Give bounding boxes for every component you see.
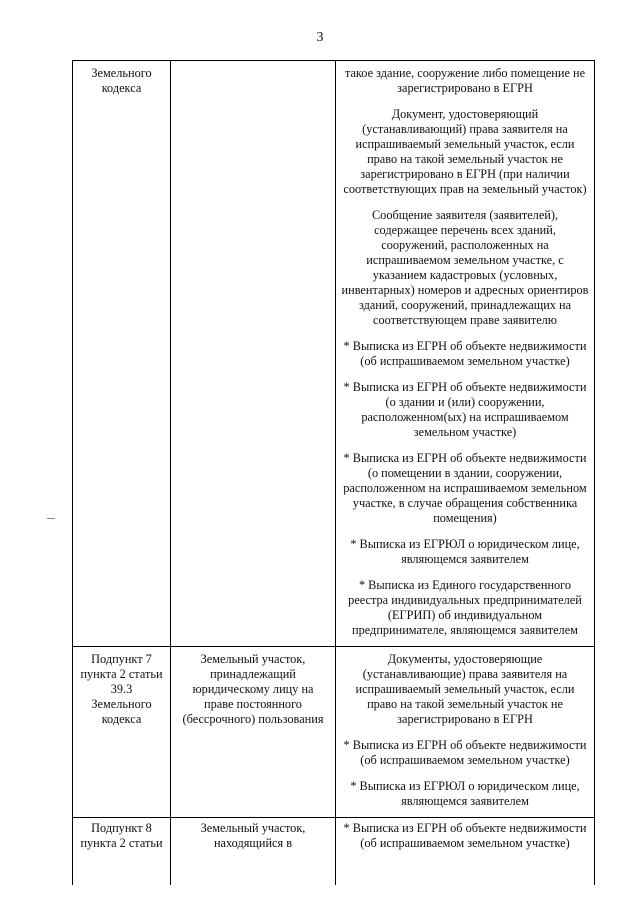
document-item — [338, 779, 592, 809]
text-line: (об испрашиваемом земельном участке) — [360, 354, 570, 368]
text-line: принадлежащий — [210, 667, 296, 681]
text-line: зарегистрировано в ЕГРН — [397, 81, 533, 95]
text-line: (о помещении в здании, сооружении, — [367, 466, 563, 480]
text-line: расположенном на испрашиваемом земельном — [343, 481, 587, 495]
text-line: инвентарных) номеров и адресных ориентиров — [341, 283, 589, 297]
legal-basis-cell — [73, 647, 171, 818]
text-line: Подпункт 7 — [91, 652, 152, 666]
text-line: * Выписка из Единого государственного — [358, 578, 572, 592]
document-item — [338, 578, 592, 638]
text-line: (об испрашиваемом земельном участке) — [360, 753, 570, 767]
document-item — [338, 380, 592, 440]
document-item — [338, 66, 592, 96]
text-line: зарегистрировано в ЕГРН (при наличии — [360, 167, 570, 181]
documents-table — [72, 60, 595, 905]
text-line: являющемся заявителем — [401, 552, 529, 566]
documents-cell — [336, 647, 595, 818]
document-item — [338, 107, 592, 197]
text-line: пункта 2 статьи — [80, 836, 163, 850]
document-item — [338, 652, 592, 727]
legal-basis-cell — [73, 818, 171, 886]
text-line: * Выписка из ЕГРН об объекте недвижимости — [343, 738, 587, 752]
text-line: (о здании и (или) сооружении, — [385, 395, 545, 409]
text-line: Земельного — [91, 66, 152, 80]
text-line: кодекса — [101, 712, 142, 726]
text-line: право на такой земельный участок не — [367, 697, 563, 711]
text-line: участке, в случае обращения собственника — [352, 496, 578, 510]
text-line: предпринимателе, являющемся заявителем — [352, 623, 578, 637]
text-line: испрашиваемый земельный участок, если — [355, 137, 575, 151]
text-line: соответствующем праве заявителю — [373, 313, 557, 327]
margin-mark — [47, 518, 55, 519]
text-line: (об испрашиваемом земельном участке) — [360, 836, 570, 850]
text-line: * Выписка из ЕГРН об объекте недвижимости — [343, 821, 587, 835]
documents-cell — [336, 818, 595, 886]
document-item — [338, 738, 592, 768]
text-line: кодекса — [101, 81, 142, 95]
text-line: Земельного — [91, 697, 152, 711]
text-line: * Выписка из ЕГРН об объекте недвижимости — [343, 451, 587, 465]
text-line: * Выписка из ЕГРН об объекте недвижимости — [343, 339, 587, 353]
table-row — [73, 61, 595, 647]
text-line: содержащее перечень всех зданий, — [374, 223, 556, 237]
text-line: испрашиваемый земельный участок, если — [355, 682, 575, 696]
document-item — [338, 537, 592, 567]
text-line: Подпункт 8 — [91, 821, 152, 835]
document-item — [338, 821, 592, 851]
text-line: Документ, удостоверяющий — [391, 107, 539, 121]
document-item — [338, 208, 592, 328]
text-line: испрашиваемом земельном участке, с — [366, 253, 564, 267]
text-line: реестра индивидуальных предпринимателей — [348, 593, 582, 607]
legal-basis-cell — [73, 61, 171, 647]
text-line: помещения) — [433, 511, 497, 525]
land-plot-cell — [171, 61, 336, 647]
text-line: (устанавливающие) права заявителя на — [362, 667, 568, 681]
text-line: Земельный участок, — [200, 821, 306, 835]
text-line: пункта 2 статьи — [80, 667, 163, 681]
text-line: (бессрочного) пользования — [182, 712, 324, 726]
text-line: * Выписка из ЕГРЮЛ о юридическом лице, — [350, 779, 580, 793]
text-line: земельном участке) — [413, 425, 517, 439]
text-line: указанием кадастровых (условных, — [372, 268, 558, 282]
text-line: (ЕГРИП) об индивидуальном — [387, 608, 543, 622]
text-line: сооружений, расположенных на — [381, 238, 549, 252]
text-line: * Выписка из ЕГРН об объекте недвижимости — [343, 380, 587, 394]
text-line: (устанавливающий) права заявителя на — [362, 122, 568, 136]
document-item — [338, 451, 592, 526]
land-plot-cell — [171, 647, 336, 818]
land-plot-cell — [171, 818, 336, 886]
text-line: Сообщение заявителя (заявителей), — [371, 208, 559, 222]
text-line: такое здание, сооружение либо помещение не — [344, 66, 586, 80]
text-line: являющемся заявителем — [401, 794, 529, 808]
documents-cell — [336, 61, 595, 647]
text-line: находящийся в — [213, 836, 293, 850]
page-number: 3 — [316, 30, 324, 45]
text-line: Земельный участок, — [200, 652, 306, 666]
text-line: праве постоянного — [204, 697, 302, 711]
table-row — [73, 647, 595, 818]
text-line: юридическому лицу на — [192, 682, 314, 696]
text-line: право на такой земельный участок не — [367, 152, 563, 166]
text-line: 39.3 — [110, 682, 133, 696]
text-line: Документы, удостоверяющие — [387, 652, 543, 666]
text-line: расположенном(ых) на испрашиваемом — [361, 410, 569, 424]
text-line: соответствующих прав на земельный участок) — [343, 182, 587, 196]
document-item — [338, 339, 592, 369]
text-line: зданий, сооружений, принадлежащих на — [358, 298, 572, 312]
table-row — [73, 818, 595, 886]
text-line: * Выписка из ЕГРЮЛ о юридическом лице, — [350, 537, 580, 551]
text-line: зарегистрировано в ЕГРН — [397, 712, 533, 726]
